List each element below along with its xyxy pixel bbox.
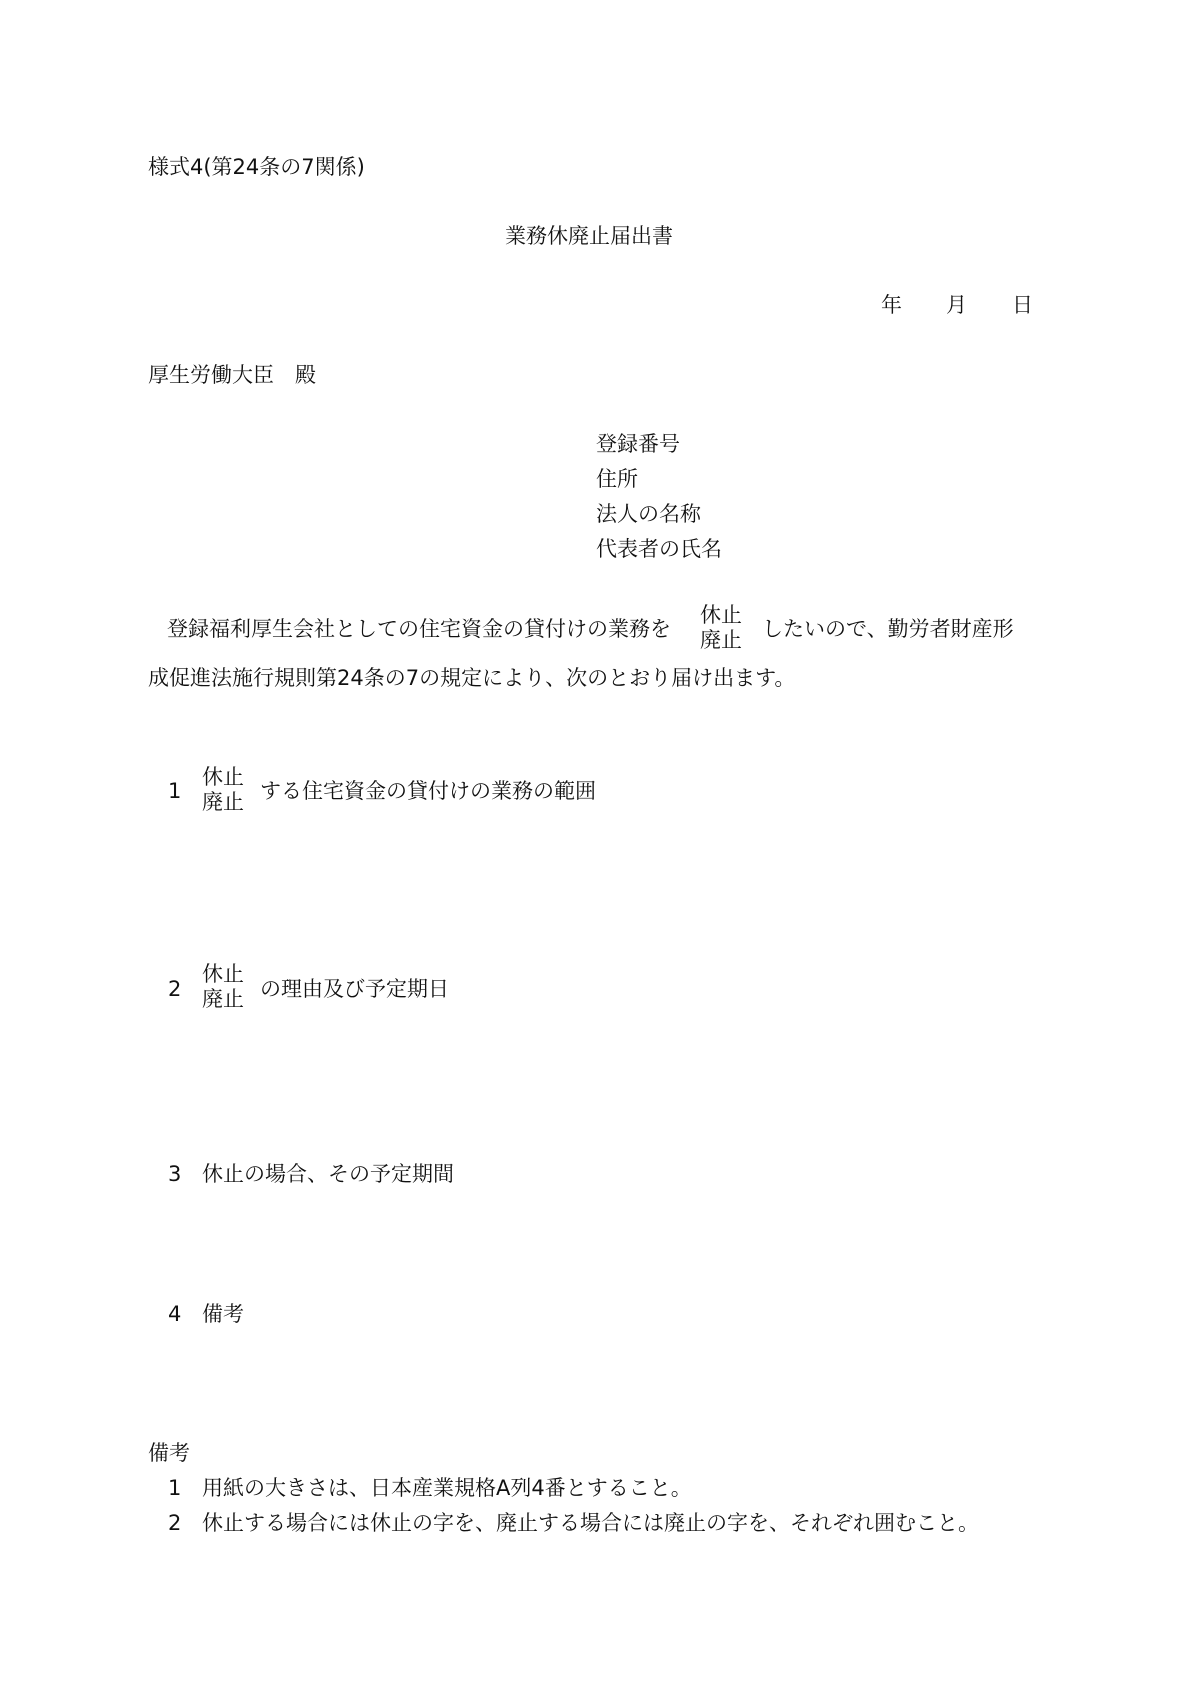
- item-option-abolish: 廃止: [202, 790, 244, 815]
- option-suspend: 休止: [700, 603, 742, 627]
- option-abolish: 廃止: [700, 628, 742, 653]
- item-text: する住宅資金の貸付けの業務の範囲: [260, 779, 596, 803]
- item-number: 2: [168, 977, 182, 1001]
- date-year-label: 年: [881, 293, 902, 317]
- note-number: 2: [168, 1511, 182, 1535]
- note-text: 休止する場合には休止の字を、廃止する場合には廃止の字を、それぞれ囲むこと。: [202, 1511, 979, 1535]
- form-number: 様式4(第24条の7関係): [148, 155, 365, 179]
- item-text: の理由及び予定期日: [260, 977, 449, 1001]
- item-text: 備考: [202, 1302, 244, 1326]
- notes-heading: 備考: [148, 1441, 190, 1465]
- item-number: 3: [168, 1162, 182, 1186]
- item-option-suspend: 休止: [202, 765, 244, 789]
- date-day-label: 日: [1012, 293, 1033, 317]
- date-month-label: 月: [946, 293, 967, 317]
- body-option-stack: [700, 603, 742, 653]
- item-text: 休止の場合、その予定期間: [202, 1162, 454, 1186]
- item-number: 4: [168, 1302, 182, 1326]
- item-option-stack: [202, 765, 244, 815]
- item-number: 1: [168, 779, 182, 803]
- corporation-name-label: 法人の名称: [596, 502, 701, 526]
- body-line2: 成促進法施行規則第24条の7の規定により、次のとおり届け出ます。: [148, 666, 796, 690]
- form-title: 業務休廃止届出書: [505, 224, 673, 248]
- item-option-suspend: 休止: [202, 962, 244, 986]
- representative-name-label: 代表者の氏名: [596, 537, 722, 561]
- item-option-abolish: 廃止: [202, 987, 244, 1012]
- body-line1-before: 登録福利厚生会社としての住宅資金の貸付けの業務を: [167, 617, 671, 641]
- note-number: 1: [168, 1476, 182, 1500]
- address-label: 住所: [596, 467, 638, 491]
- registration-number-label: 登録番号: [596, 432, 680, 456]
- note-text: 用紙の大きさは、日本産業規格A列4番とすること。: [202, 1476, 692, 1500]
- addressee: 厚生労働大臣 殿: [148, 363, 316, 387]
- item-option-stack: [202, 962, 244, 1012]
- body-line1-after: したいので、勤労者財産形: [762, 617, 1014, 641]
